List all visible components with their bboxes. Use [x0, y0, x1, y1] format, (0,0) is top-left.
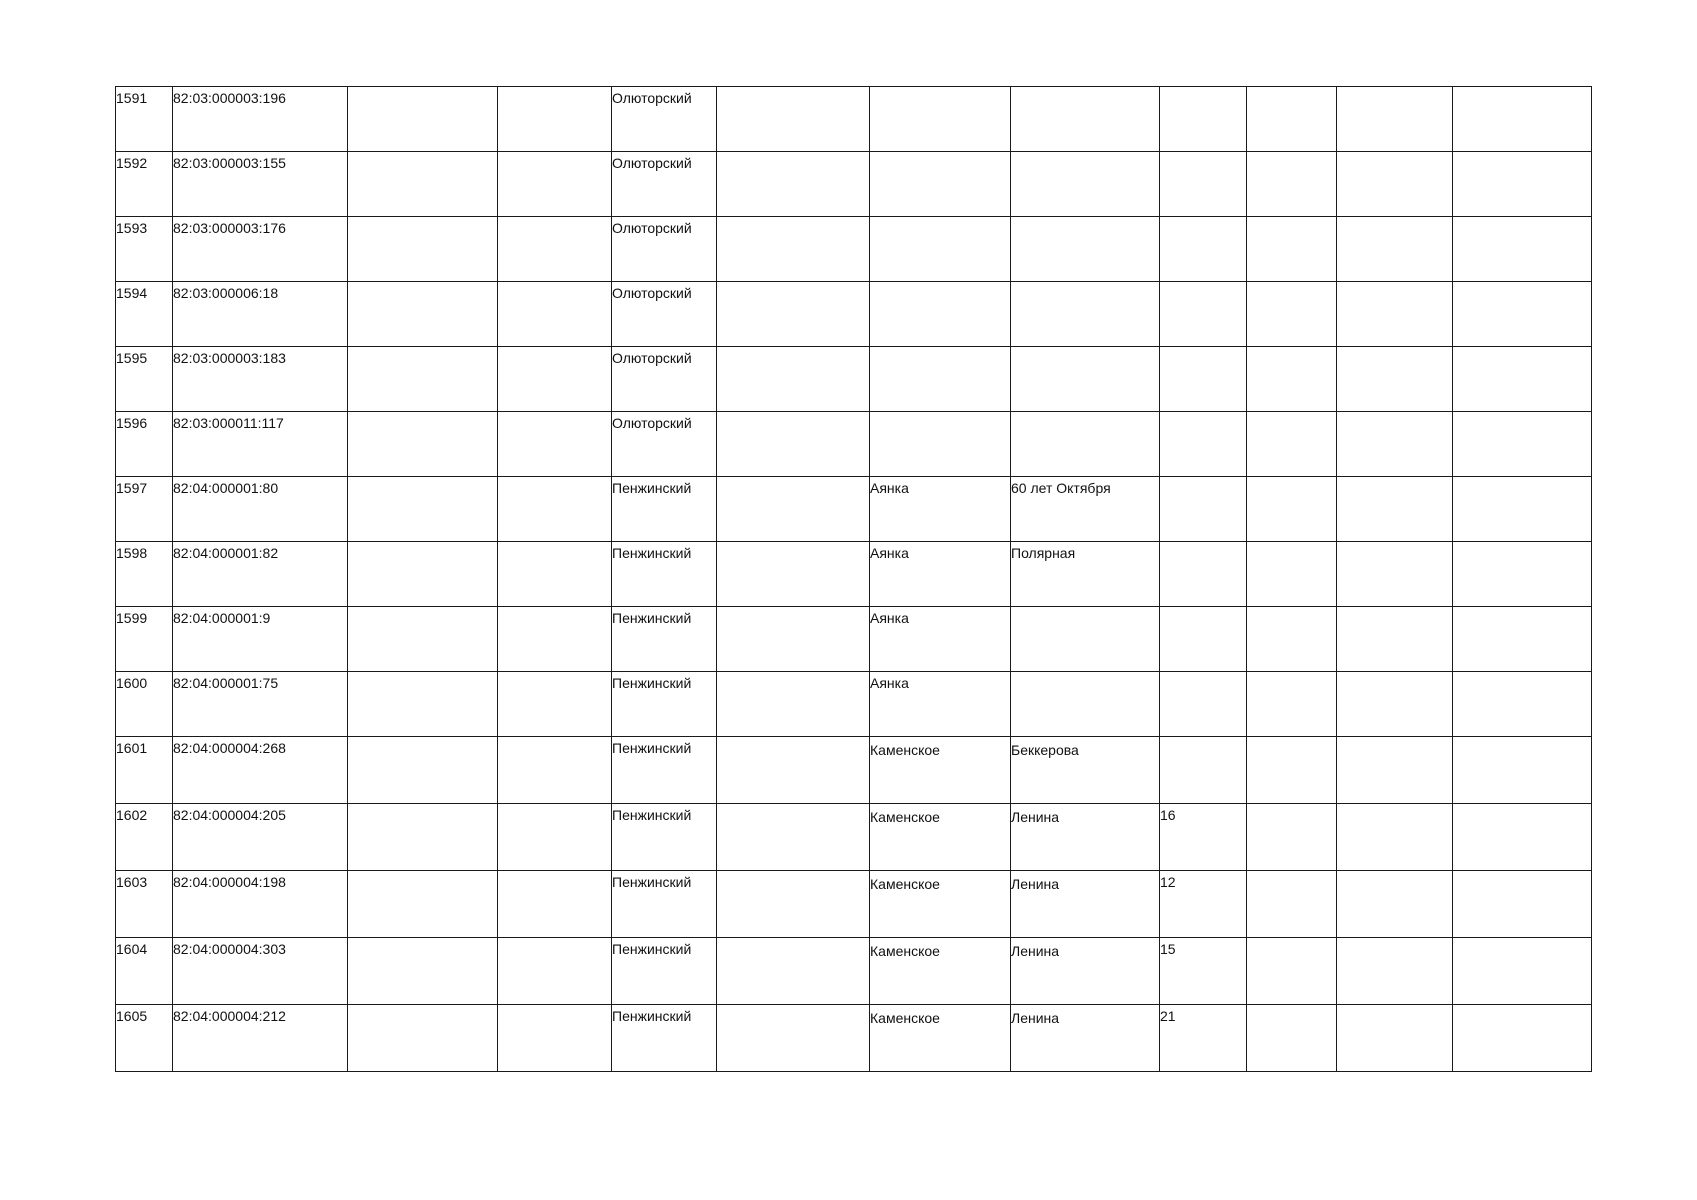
locality-cell	[870, 152, 1011, 217]
empty-cell	[498, 804, 612, 871]
empty-cell	[1453, 1005, 1592, 1072]
cadastral-number-cell: 82:04:000001:80	[173, 477, 348, 542]
locality-cell: Аянка	[870, 607, 1011, 672]
empty-cell	[1337, 152, 1453, 217]
street-cell	[1011, 412, 1160, 477]
empty-cell	[1337, 871, 1453, 938]
empty-cell	[1337, 938, 1453, 1005]
empty-cell	[348, 412, 498, 477]
empty-cell	[1247, 804, 1337, 871]
street-cell	[1011, 87, 1160, 152]
table-row	[116, 542, 1592, 607]
empty-cell	[717, 737, 870, 804]
empty-cell	[1337, 217, 1453, 282]
cadastral-number-cell: 82:04:000004:198	[173, 871, 348, 938]
locality-cell: Каменское	[870, 804, 1011, 871]
district-cell	[612, 477, 717, 542]
row-number-cell: 1596	[116, 412, 173, 477]
empty-cell	[498, 1005, 612, 1072]
empty-cell	[1247, 412, 1337, 477]
empty-cell	[498, 672, 612, 737]
table-row	[116, 477, 1592, 542]
empty-cell	[1453, 217, 1592, 282]
row-number-cell: 1598	[116, 542, 173, 607]
locality-cell: Каменское	[870, 737, 1011, 804]
empty-cell	[1453, 152, 1592, 217]
district-cell	[612, 938, 717, 1005]
empty-cell	[1337, 1005, 1453, 1072]
street-cell	[1011, 607, 1160, 672]
empty-cell	[717, 938, 870, 1005]
street-cell: Ленина	[1011, 804, 1160, 871]
street-cell: Полярная	[1011, 542, 1160, 607]
locality-cell	[870, 347, 1011, 412]
table-row	[116, 87, 1592, 152]
empty-cell	[348, 347, 498, 412]
street-cell: Ленина	[1011, 938, 1160, 1005]
row-number-cell: 1600	[116, 672, 173, 737]
empty-cell	[1453, 938, 1592, 1005]
street-cell: Ленина	[1011, 1005, 1160, 1072]
empty-cell	[348, 672, 498, 737]
empty-cell	[1337, 737, 1453, 804]
row-number-cell: 1595	[116, 347, 173, 412]
empty-cell	[1453, 871, 1592, 938]
empty-cell	[1337, 672, 1453, 737]
table-row	[116, 1005, 1592, 1072]
empty-cell	[1337, 607, 1453, 672]
empty-cell	[717, 347, 870, 412]
empty-cell	[1247, 607, 1337, 672]
district-cell	[612, 1005, 717, 1072]
district-text: Пенжинский	[612, 610, 692, 626]
empty-cell	[1337, 282, 1453, 347]
empty-cell	[1453, 804, 1592, 871]
empty-cell	[348, 542, 498, 607]
district-cell	[612, 152, 717, 217]
cadastral-number-cell: 82:03:000003:196	[173, 87, 348, 152]
empty-cell	[348, 804, 498, 871]
empty-cell	[1453, 87, 1592, 152]
house-number-cell: 15	[1160, 938, 1247, 1005]
empty-cell	[1453, 282, 1592, 347]
empty-cell	[1247, 152, 1337, 217]
empty-cell	[717, 217, 870, 282]
empty-cell	[1337, 412, 1453, 477]
cadastral-number-cell: 82:04:000004:303	[173, 938, 348, 1005]
street-cell	[1011, 152, 1160, 217]
table-row	[116, 217, 1592, 282]
house-number-cell: 16	[1160, 804, 1247, 871]
house-number-cell: 21	[1160, 1005, 1247, 1072]
house-number-cell	[1160, 542, 1247, 607]
empty-cell	[1247, 938, 1337, 1005]
empty-cell	[498, 282, 612, 347]
district-cell	[612, 607, 717, 672]
empty-cell	[1247, 477, 1337, 542]
empty-cell	[717, 87, 870, 152]
house-number-cell	[1160, 87, 1247, 152]
row-number-cell: 1593	[116, 217, 173, 282]
locality-cell: Аянка	[870, 477, 1011, 542]
table-row	[116, 347, 1592, 412]
district-text: Пенжинский	[612, 675, 692, 691]
empty-cell	[498, 737, 612, 804]
empty-cell	[1453, 347, 1592, 412]
empty-cell	[1453, 737, 1592, 804]
cadastral-number-cell: 82:04:000001:9	[173, 607, 348, 672]
empty-cell	[717, 607, 870, 672]
empty-cell	[498, 412, 612, 477]
district-cell	[612, 672, 717, 737]
cadastral-number-cell: 82:03:000006:18	[173, 282, 348, 347]
district-cell	[612, 412, 717, 477]
district-text: Пенжинский	[612, 941, 692, 957]
row-number-cell: 1604	[116, 938, 173, 1005]
street-cell	[1011, 347, 1160, 412]
empty-cell	[717, 282, 870, 347]
empty-cell	[717, 412, 870, 477]
district-cell	[612, 347, 717, 412]
empty-cell	[1247, 347, 1337, 412]
empty-cell	[1247, 87, 1337, 152]
registry-table	[115, 86, 1592, 1072]
district-text: Олюторский	[612, 220, 692, 236]
empty-cell	[1247, 282, 1337, 347]
empty-cell	[1337, 477, 1453, 542]
empty-cell	[1337, 542, 1453, 607]
empty-cell	[348, 1005, 498, 1072]
empty-cell	[1453, 542, 1592, 607]
table-row	[116, 672, 1592, 737]
empty-cell	[498, 938, 612, 1005]
district-cell	[612, 282, 717, 347]
district-cell	[612, 87, 717, 152]
district-cell	[612, 804, 717, 871]
empty-cell	[1247, 672, 1337, 737]
empty-cell	[717, 1005, 870, 1072]
locality-cell	[870, 217, 1011, 282]
empty-cell	[1247, 1005, 1337, 1072]
street-cell: Ленина	[1011, 871, 1160, 938]
locality-cell	[870, 87, 1011, 152]
row-number-cell: 1605	[116, 1005, 173, 1072]
empty-cell	[1453, 477, 1592, 542]
district-text: Пенжинский	[612, 545, 692, 561]
empty-cell	[1337, 804, 1453, 871]
district-cell	[612, 737, 717, 804]
table-row	[116, 804, 1592, 871]
district-cell	[612, 217, 717, 282]
house-number-cell	[1160, 412, 1247, 477]
empty-cell	[717, 152, 870, 217]
row-number-cell: 1601	[116, 737, 173, 804]
empty-cell	[348, 282, 498, 347]
empty-cell	[1247, 871, 1337, 938]
cadastral-number-cell: 82:03:000003:155	[173, 152, 348, 217]
row-number-cell: 1592	[116, 152, 173, 217]
cadastral-number-cell: 82:04:000004:268	[173, 737, 348, 804]
house-number-cell	[1160, 152, 1247, 217]
street-cell: 60 лет Октября	[1011, 477, 1160, 542]
table-row	[116, 938, 1592, 1005]
empty-cell	[348, 217, 498, 282]
street-cell	[1011, 282, 1160, 347]
empty-cell	[348, 152, 498, 217]
house-number-cell	[1160, 737, 1247, 804]
district-text: Олюторский	[612, 415, 692, 431]
row-number-cell: 1602	[116, 804, 173, 871]
table-row	[116, 607, 1592, 672]
house-number-cell	[1160, 217, 1247, 282]
locality-cell: Каменское	[870, 1005, 1011, 1072]
house-number-cell	[1160, 347, 1247, 412]
house-number-cell	[1160, 282, 1247, 347]
empty-cell	[717, 871, 870, 938]
district-text: Олюторский	[612, 155, 692, 171]
district-text: Пенжинский	[612, 480, 692, 496]
cadastral-number-cell: 82:03:000011:117	[173, 412, 348, 477]
empty-cell	[717, 804, 870, 871]
empty-cell	[498, 542, 612, 607]
empty-cell	[1247, 217, 1337, 282]
house-number-cell	[1160, 477, 1247, 542]
empty-cell	[1453, 412, 1592, 477]
district-text: Пенжинский	[612, 740, 692, 756]
row-number-cell: 1597	[116, 477, 173, 542]
table-row	[116, 152, 1592, 217]
locality-cell: Аянка	[870, 542, 1011, 607]
empty-cell	[498, 607, 612, 672]
empty-cell	[717, 477, 870, 542]
street-cell: Беккерова	[1011, 737, 1160, 804]
cadastral-number-cell: 82:03:000003:176	[173, 217, 348, 282]
district-text: Олюторский	[612, 285, 692, 301]
locality-cell: Аянка	[870, 672, 1011, 737]
street-cell	[1011, 672, 1160, 737]
cadastral-number-cell: 82:04:000004:212	[173, 1005, 348, 1072]
empty-cell	[1247, 542, 1337, 607]
row-number-cell: 1599	[116, 607, 173, 672]
district-text: Олюторский	[612, 350, 692, 366]
empty-cell	[348, 871, 498, 938]
empty-cell	[1453, 607, 1592, 672]
locality-cell	[870, 282, 1011, 347]
empty-cell	[348, 87, 498, 152]
cadastral-number-cell: 82:04:000004:205	[173, 804, 348, 871]
empty-cell	[1337, 347, 1453, 412]
empty-cell	[498, 217, 612, 282]
locality-cell: Каменское	[870, 871, 1011, 938]
empty-cell	[498, 477, 612, 542]
table-row	[116, 737, 1592, 804]
district-text: Олюторский	[612, 90, 692, 106]
table-row	[116, 871, 1592, 938]
empty-cell	[498, 87, 612, 152]
district-cell	[612, 871, 717, 938]
empty-cell	[498, 871, 612, 938]
cadastral-number-cell: 82:04:000001:82	[173, 542, 348, 607]
row-number-cell: 1591	[116, 87, 173, 152]
empty-cell	[1453, 672, 1592, 737]
empty-cell	[498, 347, 612, 412]
row-number-cell: 1594	[116, 282, 173, 347]
empty-cell	[348, 938, 498, 1005]
cadastral-number-cell: 82:04:000001:75	[173, 672, 348, 737]
table-row	[116, 282, 1592, 347]
row-number-cell: 1603	[116, 871, 173, 938]
street-cell	[1011, 217, 1160, 282]
empty-cell	[498, 152, 612, 217]
table-row	[116, 412, 1592, 477]
house-number-cell: 12	[1160, 871, 1247, 938]
district-cell	[612, 542, 717, 607]
cadastral-number-cell: 82:03:000003:183	[173, 347, 348, 412]
empty-cell	[1247, 737, 1337, 804]
table-body	[116, 87, 1592, 1072]
empty-cell	[348, 477, 498, 542]
locality-cell	[870, 412, 1011, 477]
empty-cell	[1337, 87, 1453, 152]
empty-cell	[717, 672, 870, 737]
district-text: Пенжинский	[612, 807, 692, 823]
house-number-cell	[1160, 607, 1247, 672]
house-number-cell	[1160, 672, 1247, 737]
locality-cell: Каменское	[870, 938, 1011, 1005]
empty-cell	[348, 737, 498, 804]
district-text: Пенжинский	[612, 1008, 692, 1024]
district-text: Пенжинский	[612, 874, 692, 890]
empty-cell	[717, 542, 870, 607]
empty-cell	[348, 607, 498, 672]
